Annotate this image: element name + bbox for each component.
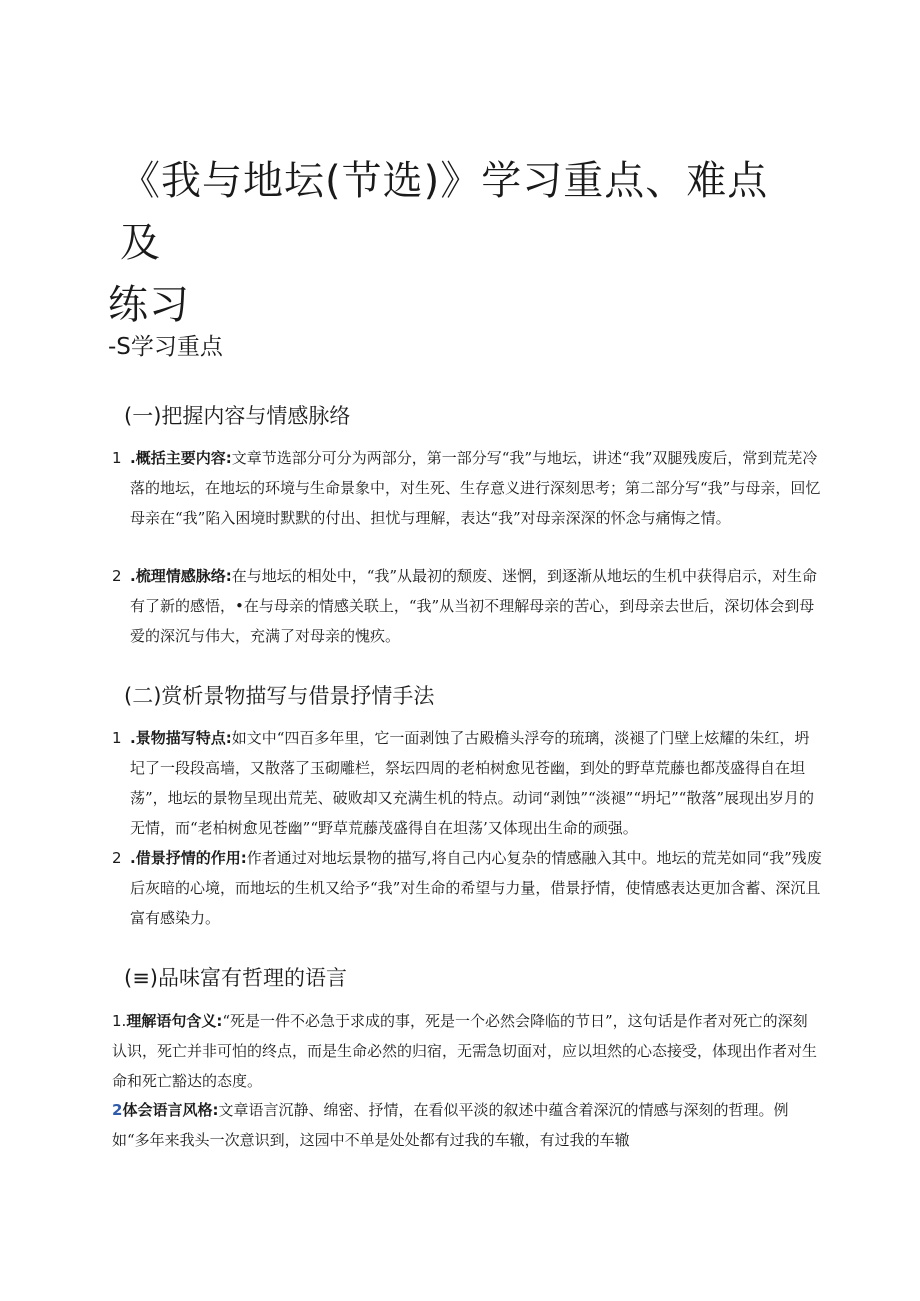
item-lead: .梳理情感脉络: [130, 567, 232, 585]
item-lead: 体会语言风格: [122, 1101, 219, 1119]
subheading-scenery: (二)赏析景物描写与借景抒情手法 [124, 684, 435, 708]
list-item [112, 723, 822, 843]
item-number: 2 [112, 1101, 123, 1119]
list-item [112, 1006, 822, 1096]
item-lead: 理解语句含义: [126, 1012, 223, 1030]
item-number: 2 [112, 567, 122, 585]
item-number: 1. [112, 1012, 127, 1030]
title-line-2: 练习 [108, 282, 190, 328]
subheading-language: (≡)品味富有哲理的语言 [124, 966, 347, 990]
item-text: 在与地坛的相处中，“我”从最初的颓废、迷惘，到逐渐从地坛的生机中获得启示，对生命有了新的感悟，•在与母亲的情感关联上，“我”从当初不理解母亲的苦心，到母亲去世后，深切体会到母爱的深沉与伟大，充满了对母亲的愧疚。 [130, 567, 818, 645]
item-text: 如文中“四百多年里，它一面剥蚀了古殿檐头浮夸的琉璃，淡褪了门壁上炫耀的朱红，坍圮了一段段高墙，又散落了玉砌雕栏，祭坛四周的老柏树愈见苍幽，到处的野草荒藤也都茂盛得自在坦荡”，地坛的景物呈现出荒芜、破败却又充满生机的特点。动词“剥蚀”“淡褪”“坍圮”“散落”展现出岁月的无情，而“老柏树愈见苍幽”“野草荒藤茂盛得自在坦荡’又体现出生命的顽强。 [130, 729, 815, 837]
page-title [108, 150, 808, 336]
subheading-content-emotion: (一)把握内容与情感脉络 [124, 404, 351, 428]
section-heading-key-points: -S学习重点 [108, 334, 223, 360]
list-item [112, 843, 822, 933]
list-item [112, 1095, 822, 1155]
item-text: 文章节选部分可分为两部分，第一部分写“我”与地坛，讲述“我”双腿残废后，常到荒芜冷落的地坛，在地坛的环境与生命景象中，对生死、生存意义进行深刻思考；第二部分写“我”与母亲，回忆母亲在“我”陷入困境时默默的付出、担忧与理解，表达“我”对母亲深深的怀念与痛悔之情。 [130, 449, 821, 527]
item-text: 文章语言沉静、绵密、抒情，在看似平淡的叙述中蕴含着深沉的情感与深刻的哲理。例如“多年来我头一次意识到，这园中不单是处处都有过我的车辙，有过我的车辙 [112, 1101, 789, 1149]
item-lead: .概括主要内容: [130, 449, 232, 467]
item-text: “死是一件不必急于求成的事，死是一个必然会降临的节日”，这句话是作者对死亡的深刻认识，死亡并非可怕的终点，而是生命必然的归宿，无需急切面对，应以坦然的心态接受，体现出作者对生命和死亡豁达的态度。 [112, 1012, 818, 1090]
item-number: 1 [112, 729, 122, 747]
list-item [112, 561, 822, 651]
item-text: 作者通过对地坛景物的描写,将自己内心复杂的情感融入其中。地坛的荒芜如同“我”残废后灰暗的心境，而地坛的生机又给予“我”对生命的希望与力量，借景抒情，使情感表达更加含蓄、深沉且富有感染力。 [130, 849, 822, 927]
item-lead: .景物描写特点: [130, 729, 232, 747]
list-item [112, 443, 822, 533]
item-number: 2 [112, 849, 122, 867]
title-line-1: 《我与地坛(节选)》学习重点、难点及 [120, 158, 769, 266]
item-number: 1 [112, 449, 122, 467]
item-lead: .借景抒情的作用: [130, 849, 247, 867]
